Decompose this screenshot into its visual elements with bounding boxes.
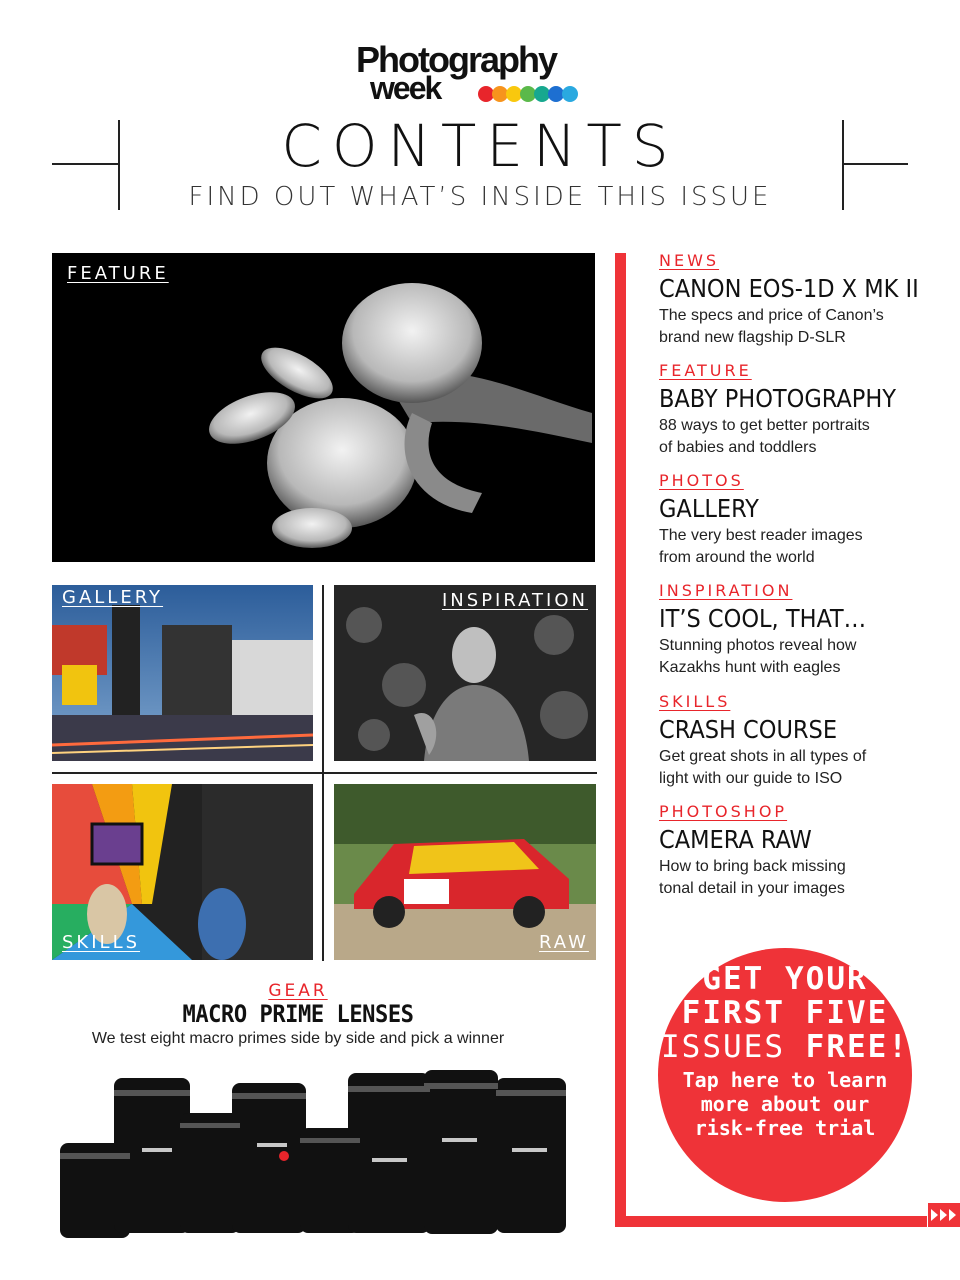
logo-word-week: week — [370, 70, 441, 106]
next-page-arrows-icon[interactable] — [928, 1203, 960, 1227]
gear-title[interactable]: MACRO PRIME LENSES — [182, 1000, 414, 1028]
photo-label-feature: FEATURE — [67, 263, 169, 284]
item-description-line: The very best reader images — [659, 527, 863, 544]
promo-free-word: FREE! — [805, 1029, 909, 1065]
item-description-line: Kazakhs hunt with eagles — [659, 659, 841, 676]
gear-category-label: GEAR — [268, 981, 328, 1001]
contents-item-news[interactable] — [659, 251, 949, 349]
item-category: FEATURE — [659, 361, 752, 380]
item-title: GALLERY — [659, 494, 759, 523]
promo-line-issues: ISSUES — [661, 1029, 806, 1065]
gear-description: We test eight macro primes side by side and pick a winner — [91, 1030, 505, 1047]
inspiration-photo-portrait[interactable] — [334, 585, 596, 761]
photo-label-skills: SKILLS — [62, 932, 141, 953]
item-category: INSPIRATION — [659, 581, 793, 600]
item-description-line: Get great shots in all types of — [659, 748, 867, 765]
photo-label-raw: RAW — [539, 932, 589, 953]
magazine-logo — [352, 39, 612, 108]
skills-photo-colorful-room[interactable] — [52, 784, 313, 960]
page-title: CONTENTS — [281, 112, 679, 180]
gallery-photo-city[interactable] — [52, 585, 313, 761]
contents-item-skills[interactable] — [659, 692, 949, 790]
item-description-line: brand new flagship D-SLR — [659, 329, 846, 346]
logo-word-photography: Photography — [356, 39, 556, 80]
promo-line: GET YOUR — [702, 961, 868, 997]
item-category: PHOTOS — [659, 471, 744, 490]
photo-label-inspiration: INSPIRATION — [442, 590, 588, 611]
page-subtitle: FIND OUT WHAT’S INSIDE THIS ISSUE — [188, 182, 772, 212]
item-description-line: tonal detail in your images — [659, 880, 845, 897]
item-description-line: How to bring back missing — [659, 858, 846, 875]
contents-item-inspiration[interactable] — [659, 581, 949, 679]
free-trial-promo-button[interactable] — [658, 948, 912, 1202]
accent-bar-horizontal — [615, 1216, 927, 1227]
item-title: CAMERA RAW — [659, 825, 812, 854]
promo-subtext: Tap here to learn more about our risk-free trial — [682, 1068, 888, 1140]
item-title: IT’S COOL, THAT… — [659, 604, 867, 633]
contents-item-feature[interactable] — [659, 361, 949, 459]
header-rule-left — [52, 163, 118, 165]
accent-bar-vertical — [615, 253, 626, 1226]
item-category: NEWS — [659, 251, 720, 270]
item-description-line: light with our guide to ISO — [659, 770, 843, 787]
item-title: CANON EOS-1D X MK II — [659, 274, 919, 303]
item-title: BABY PHOTOGRAPHY — [659, 384, 896, 413]
promo-line: FIRST FIVE — [681, 995, 889, 1031]
grid-divider-horizontal — [52, 772, 597, 774]
item-description-line: 88 ways to get better portraits — [659, 417, 870, 434]
contents-item-photos[interactable] — [659, 471, 949, 569]
promo-line — [658, 1030, 912, 1064]
item-category: SKILLS — [659, 692, 731, 711]
item-description-line: of babies and toddlers — [659, 439, 817, 456]
item-description-line: Stunning photos reveal how — [659, 637, 857, 654]
photo-label-gallery: GALLERY — [62, 587, 164, 608]
header-rule-right-vertical — [842, 120, 844, 210]
raw-photo-rally-car[interactable] — [334, 784, 596, 960]
item-description-line: from around the world — [659, 549, 815, 566]
macro-lenses-photo[interactable] — [52, 1068, 592, 1238]
contents-item-photoshop[interactable] — [659, 802, 949, 900]
logo-dot — [562, 86, 578, 102]
feature-photo-baby[interactable] — [52, 253, 595, 562]
header-rule-left-vertical — [118, 120, 120, 210]
header-rule-right — [842, 163, 908, 165]
item-category: PHOTOSHOP — [659, 802, 788, 821]
item-description-line: The specs and price of Canon’s — [659, 307, 884, 324]
item-title: CRASH COURSE — [659, 715, 838, 744]
